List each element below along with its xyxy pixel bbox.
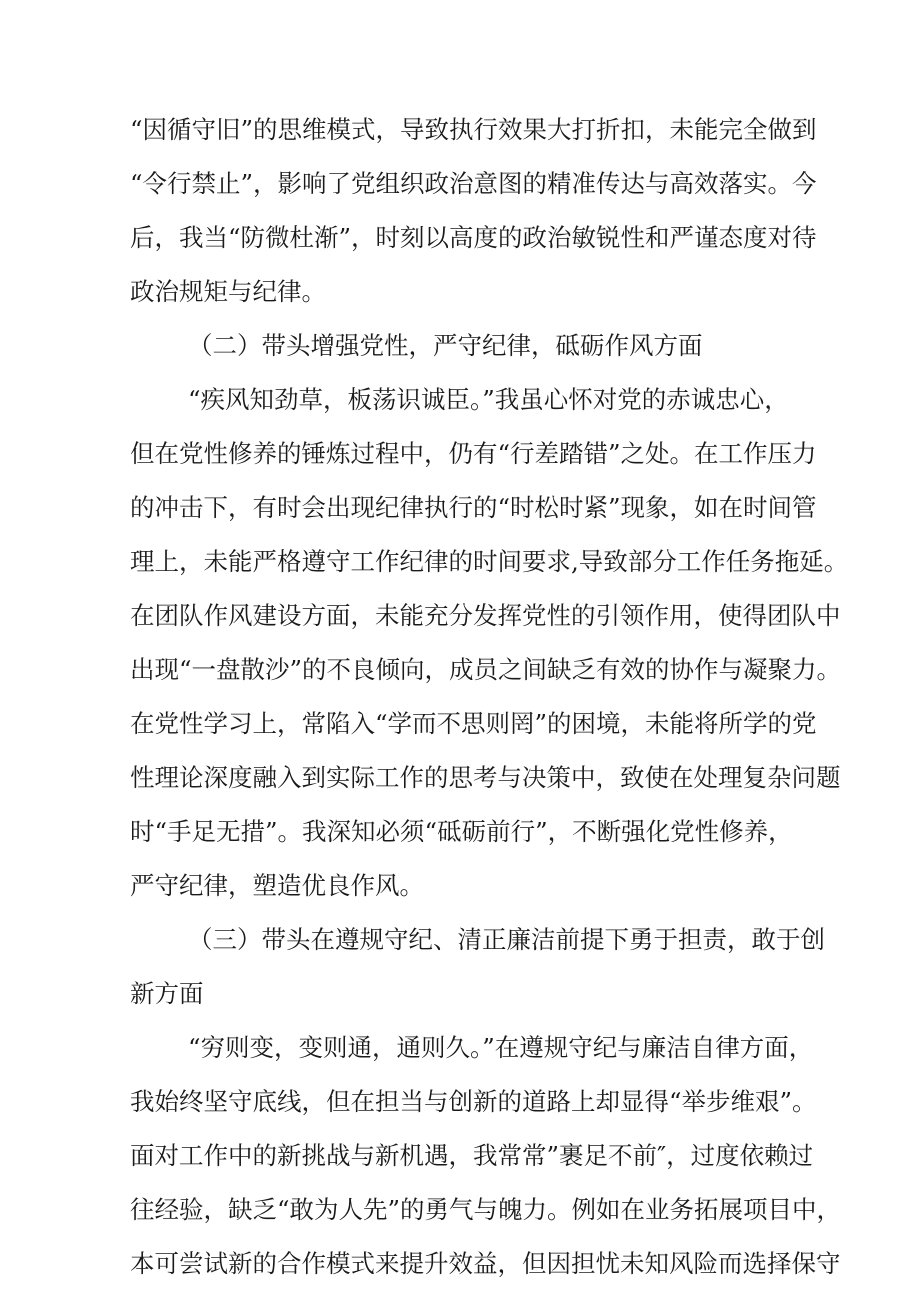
text-line: 理上，未能严格遵守工作纪律的时间要求,导致部分工作任务拖延。 bbox=[130, 547, 849, 576]
text-line: 但在党性修养的锤炼过程中，仍有“行差踏错”之处。在工作压力 bbox=[130, 439, 817, 468]
text-line: 本可尝试新的合作模式来提升效益，但因担忧未知风险而选择保守 bbox=[130, 1249, 841, 1278]
text-line: 后，我当“防微杜渐”，时刻以高度的政治敏锐性和严谨态度对待 bbox=[130, 223, 817, 252]
section-heading: （二）带头增强党性，严守纪律，砥砺作风方面 bbox=[188, 331, 703, 360]
text-line: 时“手足无措”。我深知必须“砥砺前行”，不断强化党性修养， bbox=[130, 817, 793, 846]
text-line: 往经验，缺乏“敢为人先”的勇气与魄力。例如在业务拓展项目中， bbox=[130, 1195, 842, 1224]
text-line: “令行禁止”，影响了党组织政治意图的精准传达与高效落实。今 bbox=[130, 169, 817, 198]
text-line: 性理论深度融入到实际工作的思考与决策中，致使在处理复杂问题 bbox=[130, 763, 841, 792]
text-line: “因循守旧”的思维模式，导致执行效果大打折扣，未能完全做到 bbox=[130, 115, 817, 144]
text-line: 我始终坚守底线，但在担当与创新的道路上却显得“举步维艰”。 bbox=[130, 1087, 817, 1116]
text-line: 出现“一盘散沙”的不良倾向，成员之间缺乏有效的协作与凝聚力。 bbox=[130, 655, 842, 684]
section-heading: （三）带头在遵规守纪、清正廉洁前提下勇于担责，敢于创 bbox=[188, 925, 825, 954]
paragraph-first-line: “穷则变，变则通，通则久。”在遵规守纪与廉洁自律方面， bbox=[188, 1033, 814, 1062]
paragraph-first-line: “疾风知劲草，板荡识诚臣。”我虽心怀对党的赤诚忠心， bbox=[188, 385, 789, 414]
text-line: 的冲击下，有时会出现纪律执行的“时松时紧”现象，如在时间管 bbox=[130, 493, 817, 522]
section-heading-continuation: 新方面 bbox=[130, 979, 204, 1008]
text-line: 面对工作中的新挑战与新机遇，我常常”裹足不前″，过度依赖过 bbox=[130, 1141, 814, 1170]
text-line: 政治规矩与纪律。 bbox=[130, 277, 326, 306]
text-line: 在团队作风建设方面，未能充分发挥党性的引领作用，使得团队中 bbox=[130, 601, 841, 630]
text-line: 严守纪律，塑造优良作风。 bbox=[130, 871, 424, 900]
text-line: 在党性学习上，常陷入“学而不思则罔”的困境，未能将所学的党 bbox=[130, 709, 817, 738]
